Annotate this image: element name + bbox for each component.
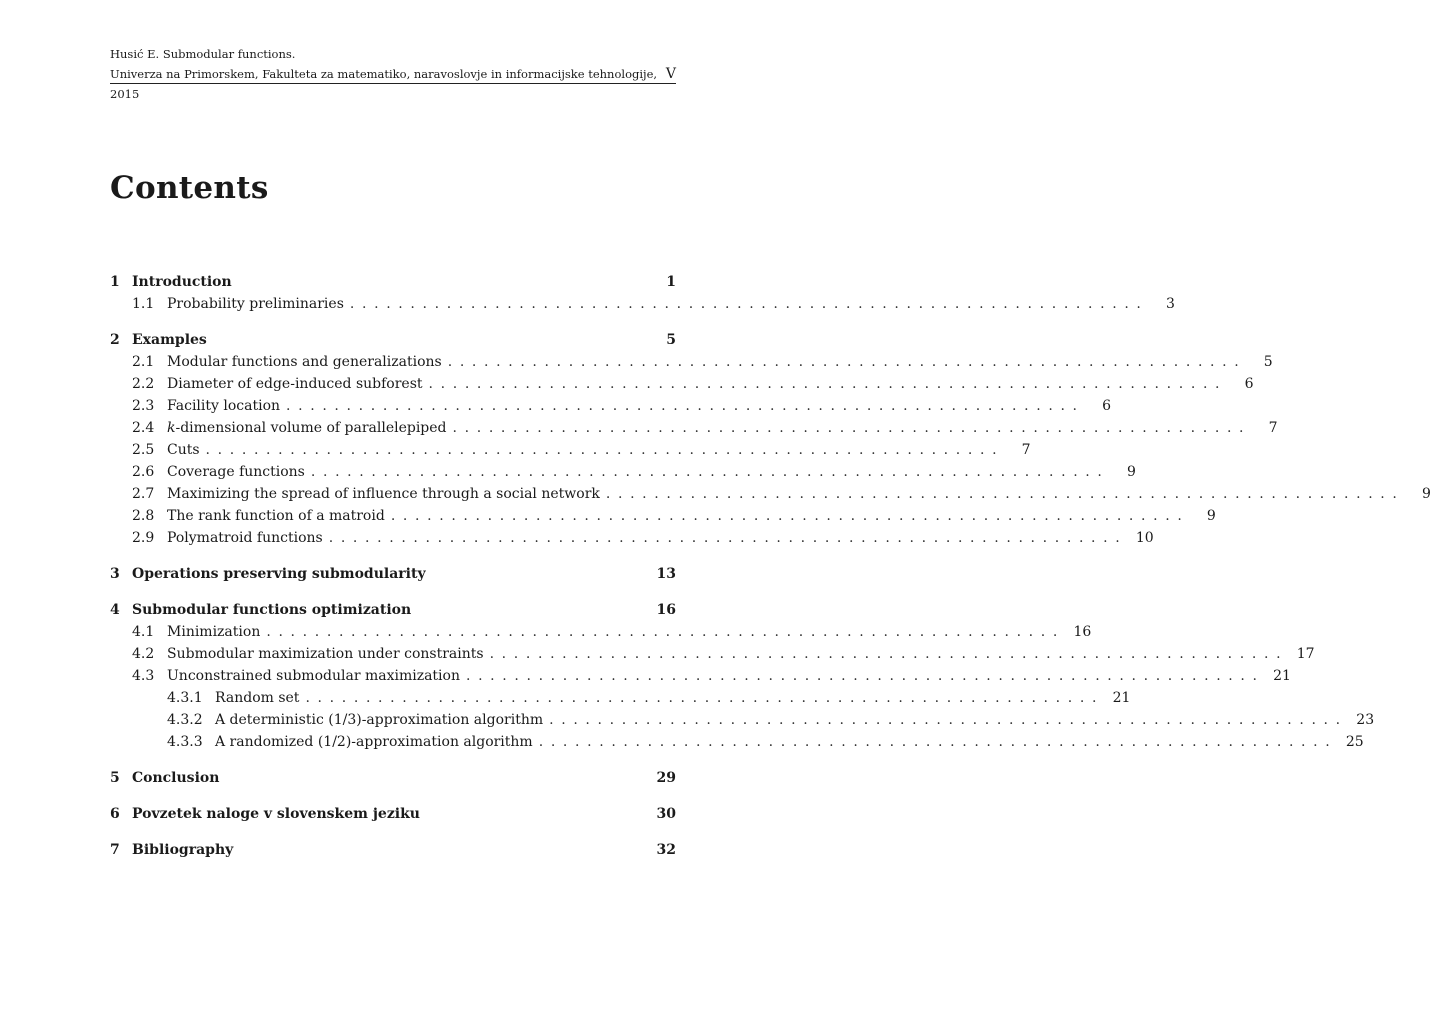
toc-entry-page: 9	[1206, 508, 1216, 524]
toc-entry-number: 4.1	[132, 624, 155, 640]
toc-entry-title-rest: -dimensional volume of parallelepiped	[175, 420, 447, 436]
toc-entry-section[interactable]	[110, 527, 1154, 549]
toc-entry-page: 30	[656, 806, 676, 822]
toc-entry-title: Examples	[132, 332, 207, 348]
toc-entry-title: Cuts	[167, 442, 200, 458]
toc-dot-leader	[329, 527, 1120, 549]
toc-entry-title: Diameter of edge-induced subforest	[167, 376, 423, 392]
toc-entry-chapter[interactable]	[110, 767, 676, 789]
toc-entry-chapter[interactable]	[110, 599, 676, 621]
toc-entry-number: 5	[110, 770, 120, 786]
toc-entry-title: Minimization	[167, 624, 261, 640]
toc-entry-page: 32	[656, 842, 676, 858]
toc-entry-subsection[interactable]	[110, 687, 1131, 709]
toc-entry-number: 7	[110, 842, 120, 858]
toc-entry-title: Operations preserving submodularity	[132, 566, 426, 582]
toc-entry-page: 9	[1421, 486, 1431, 502]
toc-entry-number: 4.3.2	[167, 712, 203, 728]
toc-dot-leader	[266, 621, 1057, 643]
toc-dot-leader	[466, 665, 1257, 687]
toc-dot-leader	[549, 709, 1340, 731]
toc-entry-section[interactable]	[110, 351, 1273, 373]
toc-entry-title: Unconstrained submodular maximization	[167, 668, 460, 684]
toc-entry-number: 2.9	[132, 530, 155, 546]
toc-entry-title: Polymatroid functions	[167, 530, 323, 546]
toc-entry-number: 2.7	[132, 486, 155, 502]
header-author-title: Husić E. Submodular functions.	[110, 47, 296, 61]
toc-entry-chapter[interactable]	[110, 563, 676, 585]
toc-entry-chapter[interactable]	[110, 329, 676, 351]
header-rule	[110, 83, 676, 84]
toc-entry-title: Conclusion	[132, 770, 220, 786]
toc-entry-title: Introduction	[132, 274, 232, 290]
toc-entry-page: 21	[1112, 690, 1131, 706]
toc-entry-number: 2	[110, 332, 120, 348]
toc-dot-leader	[448, 351, 1239, 373]
toc-entry-title: Maximizing the spread of influence through a social network	[167, 486, 600, 502]
toc-entry-number: 2.2	[132, 376, 155, 392]
toc-entry-number: 4.3.1	[167, 690, 203, 706]
toc-entry-page: 29	[656, 770, 676, 786]
toc-entry-section[interactable]	[110, 417, 1278, 439]
toc-entry-section[interactable]	[110, 439, 1031, 461]
toc-dot-leader	[490, 643, 1281, 665]
toc-dot-leader	[539, 731, 1330, 753]
toc-entry-page: 13	[656, 566, 676, 582]
toc-entry-section[interactable]	[110, 621, 1092, 643]
toc-entry-number: 4	[110, 602, 120, 618]
toc-entry-title: A randomized (1/2)-approximation algorithm	[215, 734, 533, 750]
toc-dot-leader	[606, 483, 1397, 505]
toc-entry-page: 9	[1126, 464, 1136, 480]
toc-entry-number: 4.3.3	[167, 734, 203, 750]
toc-entry-page: 7	[1268, 420, 1278, 436]
toc-dot-leader	[429, 373, 1220, 395]
toc-entry-title: The rank function of a matroid	[167, 508, 385, 524]
toc-entry-page: 3	[1165, 296, 1175, 312]
toc-entry-number: 4.2	[132, 646, 155, 662]
toc-entry-section[interactable]	[110, 461, 1136, 483]
toc-entry-page: 21	[1273, 668, 1291, 684]
toc-entry-title: Coverage functions	[167, 464, 305, 480]
toc-entry-page: 16	[656, 602, 676, 618]
toc-dot-leader	[286, 395, 1077, 417]
header-institution: Univerza na Primorskem, Fakulteta za matematiko, naravoslovje in informacijske tehnologije, 2015	[110, 67, 658, 101]
running-header	[110, 44, 676, 104]
toc-entry-chapter[interactable]	[110, 803, 676, 825]
table-of-contents	[110, 271, 1431, 861]
toc-entry-title: Modular functions and generalizations	[167, 354, 442, 370]
toc-entry-number: 1.1	[132, 296, 155, 312]
toc-entry-title: Submodular maximization under constraints	[167, 646, 484, 662]
toc-entry-chapter[interactable]	[110, 271, 676, 293]
toc-entry-number: 2.5	[132, 442, 155, 458]
toc-dot-leader	[391, 505, 1182, 527]
toc-entry-section[interactable]	[110, 643, 1315, 665]
toc-entry-subsection[interactable]	[110, 709, 1375, 731]
toc-entry-page: 23	[1356, 712, 1375, 728]
toc-entry-page: 17	[1296, 646, 1315, 662]
toc-entry-number: 6	[110, 806, 120, 822]
toc-entry-section[interactable]	[110, 483, 1431, 505]
toc-dot-leader	[311, 461, 1102, 483]
toc-entry-number: 2.8	[132, 508, 155, 524]
toc-entry-page: 5	[666, 332, 676, 348]
toc-entry-page: 25	[1345, 734, 1364, 750]
toc-entry-section[interactable]	[110, 665, 1291, 687]
toc-dot-leader	[350, 293, 1141, 315]
toc-entry-page: 10	[1135, 530, 1154, 546]
toc-entry-number: 1	[110, 274, 120, 290]
toc-entry-title: Submodular functions optimization	[132, 602, 412, 618]
toc-entry-title	[167, 417, 453, 439]
header-institution-line	[110, 64, 676, 104]
toc-entry-page: 7	[1021, 442, 1031, 458]
toc-entry-number: 2.3	[132, 398, 155, 414]
toc-dot-leader	[305, 687, 1096, 709]
toc-entry-subsection[interactable]	[110, 731, 1364, 753]
toc-entry-title: Povzetek naloge v slovenskem jeziku	[132, 806, 420, 822]
toc-entry-number: 2.6	[132, 464, 155, 480]
toc-entry-title: A deterministic (1/3)-approximation algorithm	[215, 712, 544, 728]
toc-entry-number: 2.4	[132, 420, 155, 436]
toc-entry-page: 6	[1102, 398, 1111, 414]
toc-entry-title-italic: k	[167, 420, 176, 436]
toc-dot-leader	[453, 417, 1244, 439]
toc-dot-leader	[206, 439, 997, 461]
toc-entry-chapter[interactable]	[110, 839, 676, 861]
header-page-number: V	[665, 66, 676, 82]
toc-entry-number: 3	[110, 566, 120, 582]
toc-entry-title: Bibliography	[132, 842, 234, 858]
toc-entry-number: 4.3	[132, 668, 155, 684]
toc-entry-page: 5	[1263, 354, 1273, 370]
toc-entry-page: 1	[666, 274, 676, 290]
toc-entry-section[interactable]	[110, 373, 1254, 395]
toc-entry-section[interactable]	[110, 293, 1175, 315]
toc-entry-page: 16	[1073, 624, 1092, 640]
page-title: Contents	[110, 170, 269, 206]
toc-entry-title: Random set	[215, 690, 300, 706]
toc-entry-title: Facility location	[167, 398, 281, 414]
toc-entry-title: Probability preliminaries	[167, 296, 344, 312]
toc-entry-section[interactable]	[110, 395, 1111, 417]
toc-entry-number: 2.1	[132, 354, 155, 370]
toc-entry-page: 6	[1244, 376, 1254, 392]
toc-entry-section[interactable]	[110, 505, 1216, 527]
